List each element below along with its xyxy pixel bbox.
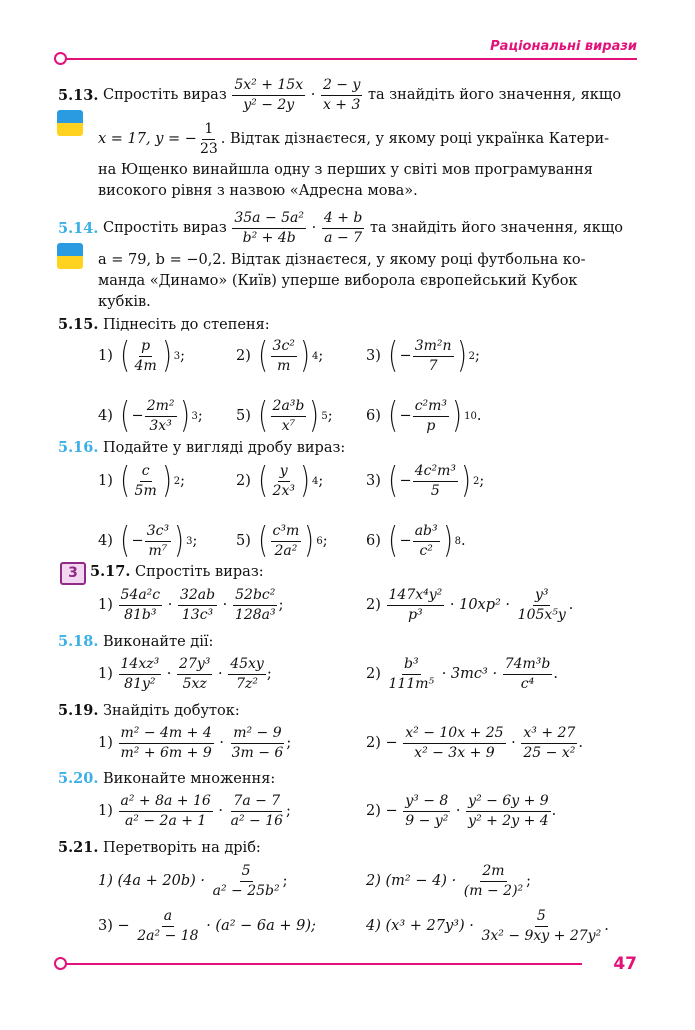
running-header: Раціональні вирази [490,39,637,54]
power-item: 1) ( $\frac{c}{5m}$ ) 2 ; [98,460,186,501]
problem-5-21: 5.21. Перетворіть на дріб: [58,839,261,856]
problem-5-16: 5.16. Подайте у вигляді дробу вираз: [58,439,346,456]
fraction: $\frac{2 - y}{x + 3}$ [322,76,361,113]
problem-5-19: 5.19. Знайдіть добуток: [58,702,240,719]
page-number: 47 [613,954,637,974]
fraction: $\frac{\text{35a − 5a²}}{\text{b² + 4b}}$ [234,209,305,246]
problem-5-19-item-1: 1) $\frac{\text{m² − 4m + 4}}{\text{m² + 6m + 9}}$ · $\frac{\text{m² − 9}}{3m - 6}$ ; [98,724,292,761]
problem-5-17-item-2: 2) $\frac{\text{147x⁴y²}}{\text{p³}}$ · 10xp² · $\frac{\text{y³}}{\text{105x⁵y}}$ . [366,586,574,623]
power-item: 2) ( $\frac{\text{3c²}}{m}$ ) 4 ; [236,335,324,376]
power-item: 6) ( − $\frac{\text{ab³}}{\text{c²}}$ ) 8 . [366,520,466,561]
problem-number: 5.14. [58,219,99,237]
problem-5-18-item-1: 1) $\frac{\text{14xz³}}{\text{81y²}}$ · $\frac{\text{27y³}}{5xz}$ · $\frac{45xy}{\text{7z²}}$ ; [98,655,272,692]
power-item: 6) ( − $\frac{\text{c²m³}}{p}$ ) 10 . [366,395,482,436]
power-item: 3) ( − $\frac{\text{3m²n}}{7}$ ) 2 ; [366,335,480,376]
problem-5-13-body: x = 17, y = − $\frac{1}{23}$ . Відтак дізнаєтеся, у якому році українка Катери- на Ющенко винайшла одну з перших у світі мов програмування високого рівня з назвою «Адресна мова». [98,120,610,199]
power-item: 4) ( − $\frac{\text{3c³}}{\text{m⁷}}$ ) 3 ; [98,520,198,561]
power-item: 5) ( $\frac{\text{2a³b}}{\text{x⁷}}$ ) 5 ; [236,395,333,436]
problem-5-17: 5.17. Спростіть вираз: [90,563,264,580]
problem-5-21-item-2: 2) (m² − 4) · $\frac{2m}{\text{(m − 2)²}}$ ; [366,862,532,899]
power-item: 1) ( $\frac{p}{4m}$ ) 3 ; [98,335,186,376]
power-item: 4) ( − $\frac{\text{2m²}}{\text{3x³}}$ ) 3 ; [98,395,203,436]
header-rule-dot [54,52,67,65]
problem-5-18: 5.18. Виконайте дії: [58,633,214,650]
footer-rule-dot [54,957,67,970]
problem-5-19-item-2: 2) − $\frac{\text{x² − 10x + 25}}{\text{x² − 3x + 9}}$ · $\frac{\text{x³ + 27}}{\text{25 − x²}}$ . [366,724,583,761]
problem-5-18-item-2: 2) $\frac{\text{b³}}{\text{111m⁵}}$ · 3mc³ · $\frac{\text{74m³b}}{\text{c⁴}}$ . [366,655,558,692]
ukraine-flag-icon [57,243,83,269]
problem-5-20: 5.20. Виконайте множення: [58,770,276,787]
header-rule [62,58,637,60]
level-badge: 3 [60,562,86,585]
problem-5-21-item-4: 4) (x³ + 27y³) · $\frac{5}{\text{3x² − 9xy + 27y²}}$ . [366,907,609,944]
problem-5-17-item-1: 1) $\frac{\text{54a²c}}{\text{81b³}}$ · $\frac{32ab}{\text{13c³}}$ · $\frac{\text{52bc²}}{\text{128a³}}$ ; [98,586,284,623]
problem-5-14: 5.14. Спростіть вираз $\frac{\text{35a − 5a²}}{\text{b² + 4b}}$ · $\frac{4 + b}{a - 7}$ та знайдіть його значення, якщо [58,209,624,246]
footer-rule [62,963,582,965]
problem-5-14-body: a = 79, b = −0,2. Відтак дізнаєтеся, у якому році футбольна ко- манда «Динамо» (Київ) уперше виборола європейський Кубок кубків. [98,252,586,310]
problem-5-20-item-2: 2) − $\frac{\text{y³ − 8}}{\text{9 − y²}}$ · $\frac{\text{y² − 6y + 9}}{\text{y² + 2y + 4}}$ . [366,792,557,829]
problem-5-21-item-1: 1) (4a + 20b) · $\frac{5}{\text{a² − 25b²}}$ ; [98,862,288,899]
fraction: $\frac{4 + b}{a - 7}$ [323,209,363,246]
problem-5-15: 5.15. Піднесіть до степеня: [58,316,270,333]
power-item: 2) ( $\frac{y}{\text{2x³}}$ ) 4 ; [236,460,324,501]
problem-5-13: 5.13. Спростіть вираз $\frac{\text{5x² + 15x}}{\text{y² − 2y}}$ · $\frac{2 - y}{x + 3}$ та знайдіть його значення, якщо [58,76,622,113]
fraction: $\frac{\text{5x² + 15x}}{\text{y² − 2y}}$ [234,76,304,113]
problem-text: Спростіть вираз [102,86,227,103]
problem-text: та знайдіть його значення, якщо [368,86,622,103]
power-item: 3) ( − $\frac{\text{4c²m³}}{5}$ ) 2 ; [366,460,485,501]
power-item: 5) ( $\frac{\text{c³m}}{\text{2a²}}$ ) 6 ; [236,520,328,561]
problem-number: 5.13. [58,86,99,104]
problem-5-20-item-1: 1) $\frac{\text{a² + 8a + 16}}{\text{a² − 2a + 1}}$ · $\frac{7a - 7}{\text{a² − 16}}$ ; [98,792,291,829]
problem-5-21-item-3: 3) − $\frac{a}{\text{2a² − 18}}$ · (a² − 6a + 9); [98,907,316,944]
fraction: $\frac{1}{23}$ [199,120,218,157]
ukraine-flag-icon [57,110,83,136]
